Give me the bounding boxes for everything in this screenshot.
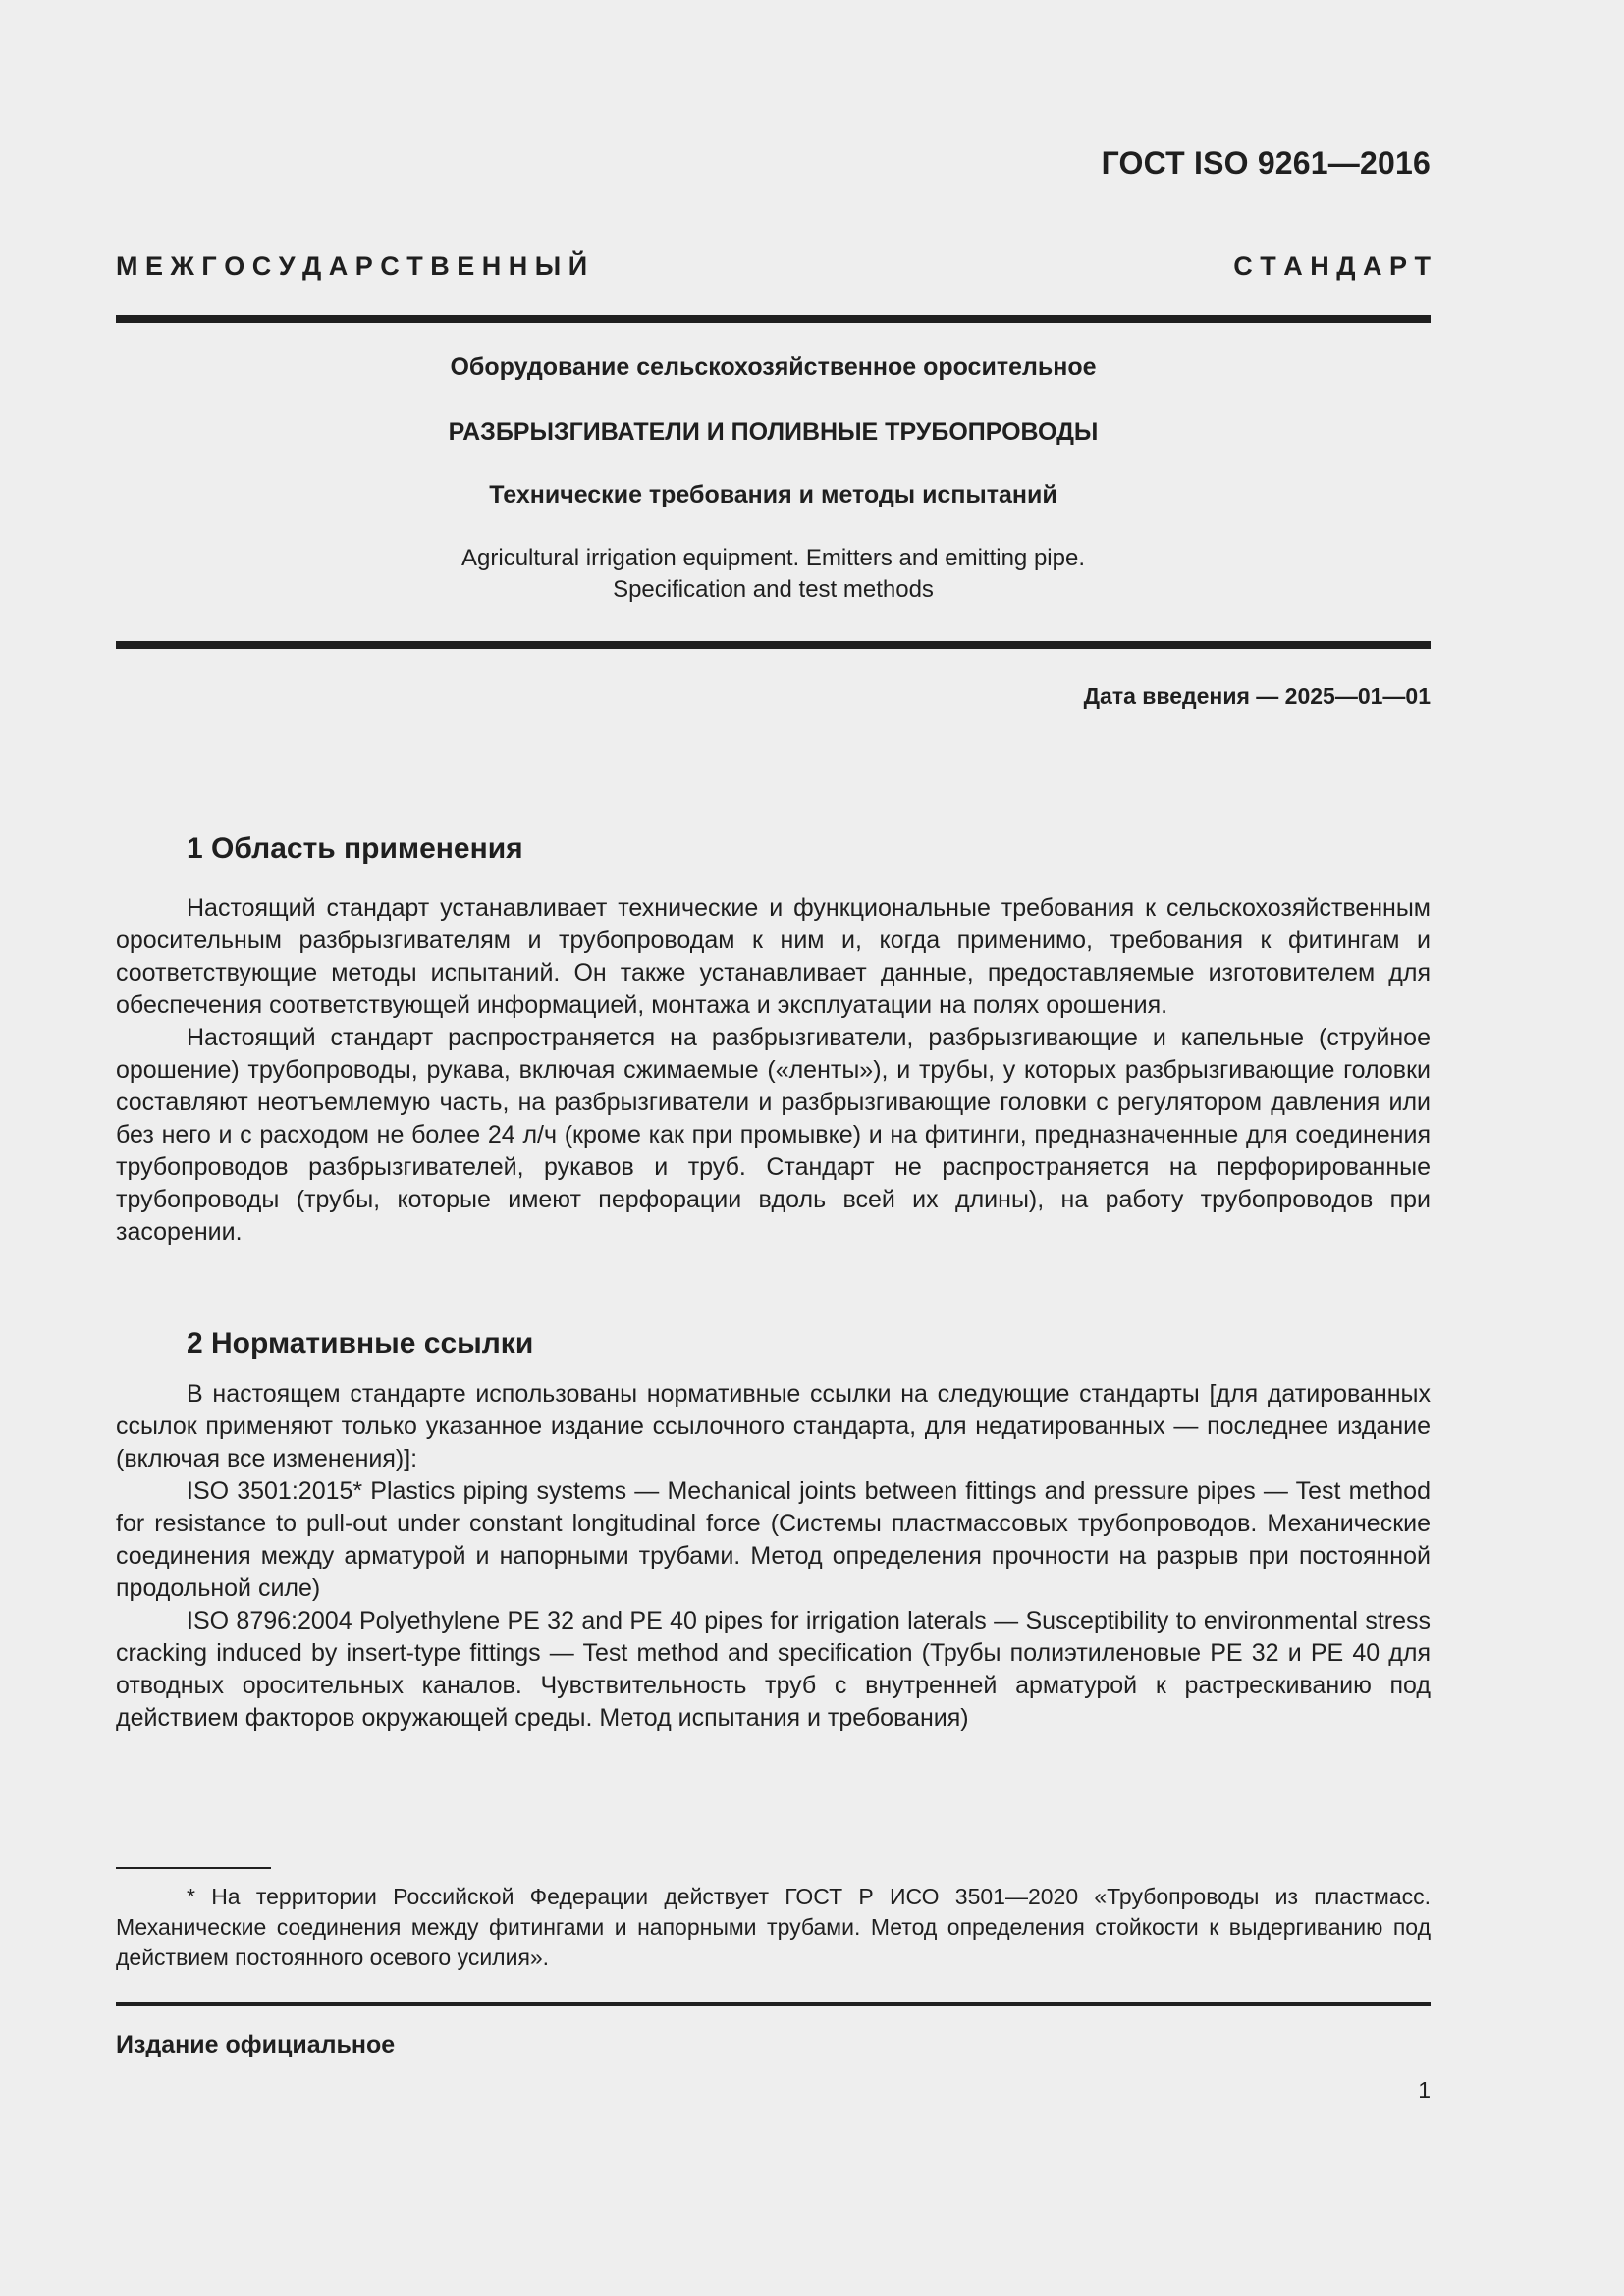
footnote: * На территории Российской Федерации действует ГОСТ Р ИСО 3501—2020 «Трубопроводы из пластмасс. Механические соединения между фитингами и напорными трубами. Метод определения стойкости к выдергиванию под действием постоянного осевого усилия». <box>116 1884 1431 1970</box>
section-body-scope <box>116 892 1431 1249</box>
top-thick-rule <box>116 315 1431 323</box>
title-line-3: Технические требования и методы испытаний <box>489 481 1057 508</box>
page-number: 1 <box>1418 2077 1431 2103</box>
section-heading-scope: 1 Область применения <box>187 832 523 865</box>
english-title <box>116 543 1431 606</box>
section-heading-normative-references: 2 Нормативные ссылки <box>187 1327 534 1360</box>
paragraph: В настоящем стандарте использованы нормативные ссылки на следующие стандарты [для датированных ссылок применяют только указанное издание ссылочного стандарта, для недатированных — последнее издание (включая все изменения)]: <box>116 1380 1431 1472</box>
standard-code: ГОСТ ISO 9261—2016 <box>1101 145 1431 181</box>
english-title-line-1: Agricultural irrigation equipment. Emitters and emitting pipe. <box>461 545 1085 571</box>
document-page <box>116 0 1431 2296</box>
reference-item: ISO 8796:2004 Polyethylene PE 32 and PE 40 pipes for irrigation laterals — Susceptibility to environmental stress cracking induced by insert-type fittings — Test method and specification (Трубы полиэтиленовые PE 32 и PE 40 для отводных оросительных каналов. Чувствительность труб с внутренней арматурой к растрескиванию под действием факторов окружающей среды. Метод испытания и требования) <box>116 1607 1431 1732</box>
footnote-separator <box>116 1867 271 1869</box>
paragraph: Настоящий стандарт распространяется на разбрызгиватели, разбрызгивающие и капельные (струйное орошение) трубопроводы, рукава, включая сжимаемые («ленты»), и трубы, у которых разбрызгивающие головки составляют неотъемлемую часть, на разбрызгиватели и разбрызгивающие головки с регулятором давления или без него и с расходом не более 24 л/ч (кроме как при промывке) и на фитинги, предназначенные для соединения трубопроводов разбрызгивателей, рукавов и труб. Стандарт не распространяется на перфорированные трубопроводы (трубы, которые имеют перфорации вдоль всей их длины), на работу трубопроводов при засорении. <box>116 1024 1431 1246</box>
title-line-2: РАЗБРЫЗГИВАТЕЛИ И ПОЛИВНЫЕ ТРУБОПРОВОДЫ <box>448 418 1099 446</box>
interstate-standard-header <box>116 251 1431 282</box>
title-line-1: Оборудование сельскохозяйственное оросительное <box>450 353 1097 381</box>
header-word-standard: С Т А Н Д А Р Т <box>1233 251 1431 281</box>
paragraph: Настоящий стандарт устанавливает технические и функциональные требования к сельскохозяйственным оросительным разбрызгивателям и трубопроводам к ним и, когда применимо, требования к фитингам и соответствующие методы испытаний. Он также устанавливает данные, предоставляемые изготовителем для обеспечения соответствующей информацией, монтажа и эксплуатации на полях орошения. <box>116 894 1431 1019</box>
footer-rule <box>116 2002 1431 2006</box>
reference-item: ISO 3501:2015* Plastics piping systems — Mechanical joints between fittings and pressure pipes — Test method for resistance to pull-out under constant longitudinal force (Системы пластмассовых трубопроводов. Механические соединения между арматурой и напорными трубами. Метод определения прочности на разрыв при постоянной продольной силе) <box>116 1477 1431 1602</box>
english-title-line-2: Specification and test methods <box>613 576 934 603</box>
section-body-normative-references <box>116 1378 1431 1735</box>
introduction-date: Дата введения — 2025—01—01 <box>1083 683 1431 709</box>
official-edition-label: Издание официальное <box>116 2031 396 2058</box>
bottom-thick-rule <box>116 641 1431 649</box>
header-word-interstate: М Е Ж Г О С У Д А Р С Т В Е Н Н Ы Й <box>116 251 588 281</box>
